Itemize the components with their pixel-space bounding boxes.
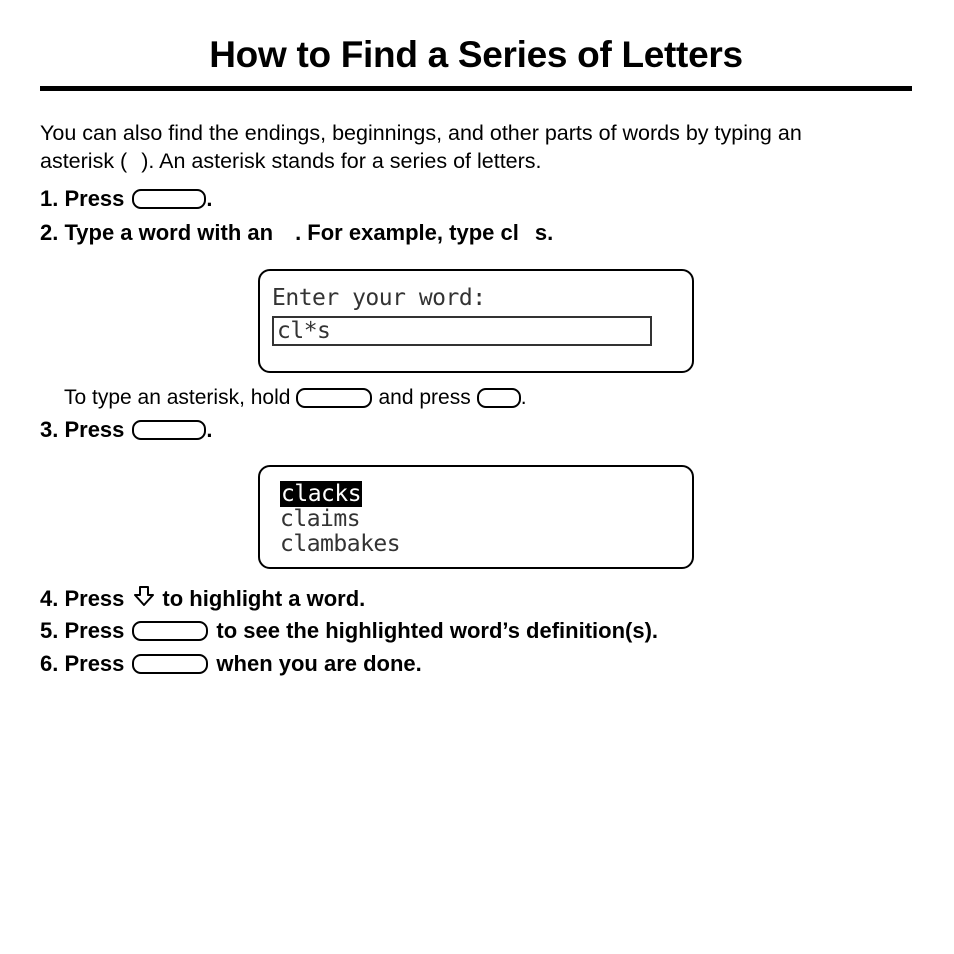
list-item: clambakes (280, 531, 401, 557)
screen-prompt: Enter your word: (272, 285, 486, 311)
step-2-text: 2. Type a word with an (40, 220, 274, 245)
step-1-text: 1. Press (40, 186, 125, 211)
step-1 (40, 186, 213, 212)
step-4 (40, 585, 365, 613)
step-6-end: when you are done. (216, 651, 422, 676)
device-screen-enter-word (258, 269, 694, 373)
page-title: How to Find a Series of Letters (209, 34, 743, 75)
step-3 (40, 417, 213, 443)
step-1-end: . (206, 186, 213, 211)
note-text-b: and press (378, 386, 471, 409)
list-item (280, 482, 400, 507)
step-6 (40, 651, 422, 677)
list-item: claims (280, 506, 361, 532)
step-6-text: 6. Press (40, 651, 125, 676)
intro-line-2b: ). An asterisk stands for a series of letters. (141, 149, 542, 173)
intro-line-1: You can also find the endings, beginnings, and other parts of words by typing an (40, 121, 802, 145)
key-button-icon (132, 189, 206, 209)
intro-paragraph (40, 119, 920, 175)
step-3-end: . (206, 417, 213, 442)
step-5-text: 5. Press (40, 618, 125, 643)
step-4-text: 4. Press (40, 586, 125, 611)
step-5 (40, 618, 658, 644)
note-text-c: . (520, 386, 527, 409)
key-button-icon (132, 621, 208, 641)
key-button-icon (296, 388, 372, 408)
highlighted-word: clacks (281, 481, 362, 507)
key-button-icon (477, 388, 521, 408)
word-list (280, 482, 400, 557)
note-text-a: To type an asterisk, hold (64, 386, 291, 409)
step-3-text: 3. Press (40, 417, 125, 442)
step-2-mid: . For example, type cl (295, 220, 519, 245)
step-5-end: to see the highlighted word’s definition(s). (216, 618, 659, 643)
word-input-field: cl*s (272, 316, 652, 346)
device-screen-word-list (258, 465, 694, 569)
title-rule (40, 86, 912, 91)
asterisk-note (64, 386, 527, 410)
key-button-icon (132, 420, 206, 440)
key-button-icon (132, 654, 208, 674)
step-2 (40, 220, 553, 246)
down-arrow-icon (134, 585, 154, 613)
intro-line-2a: asterisk ( (40, 149, 128, 173)
step-2-end: s. (534, 220, 554, 245)
step-4-end: to highlight a word. (162, 586, 366, 611)
